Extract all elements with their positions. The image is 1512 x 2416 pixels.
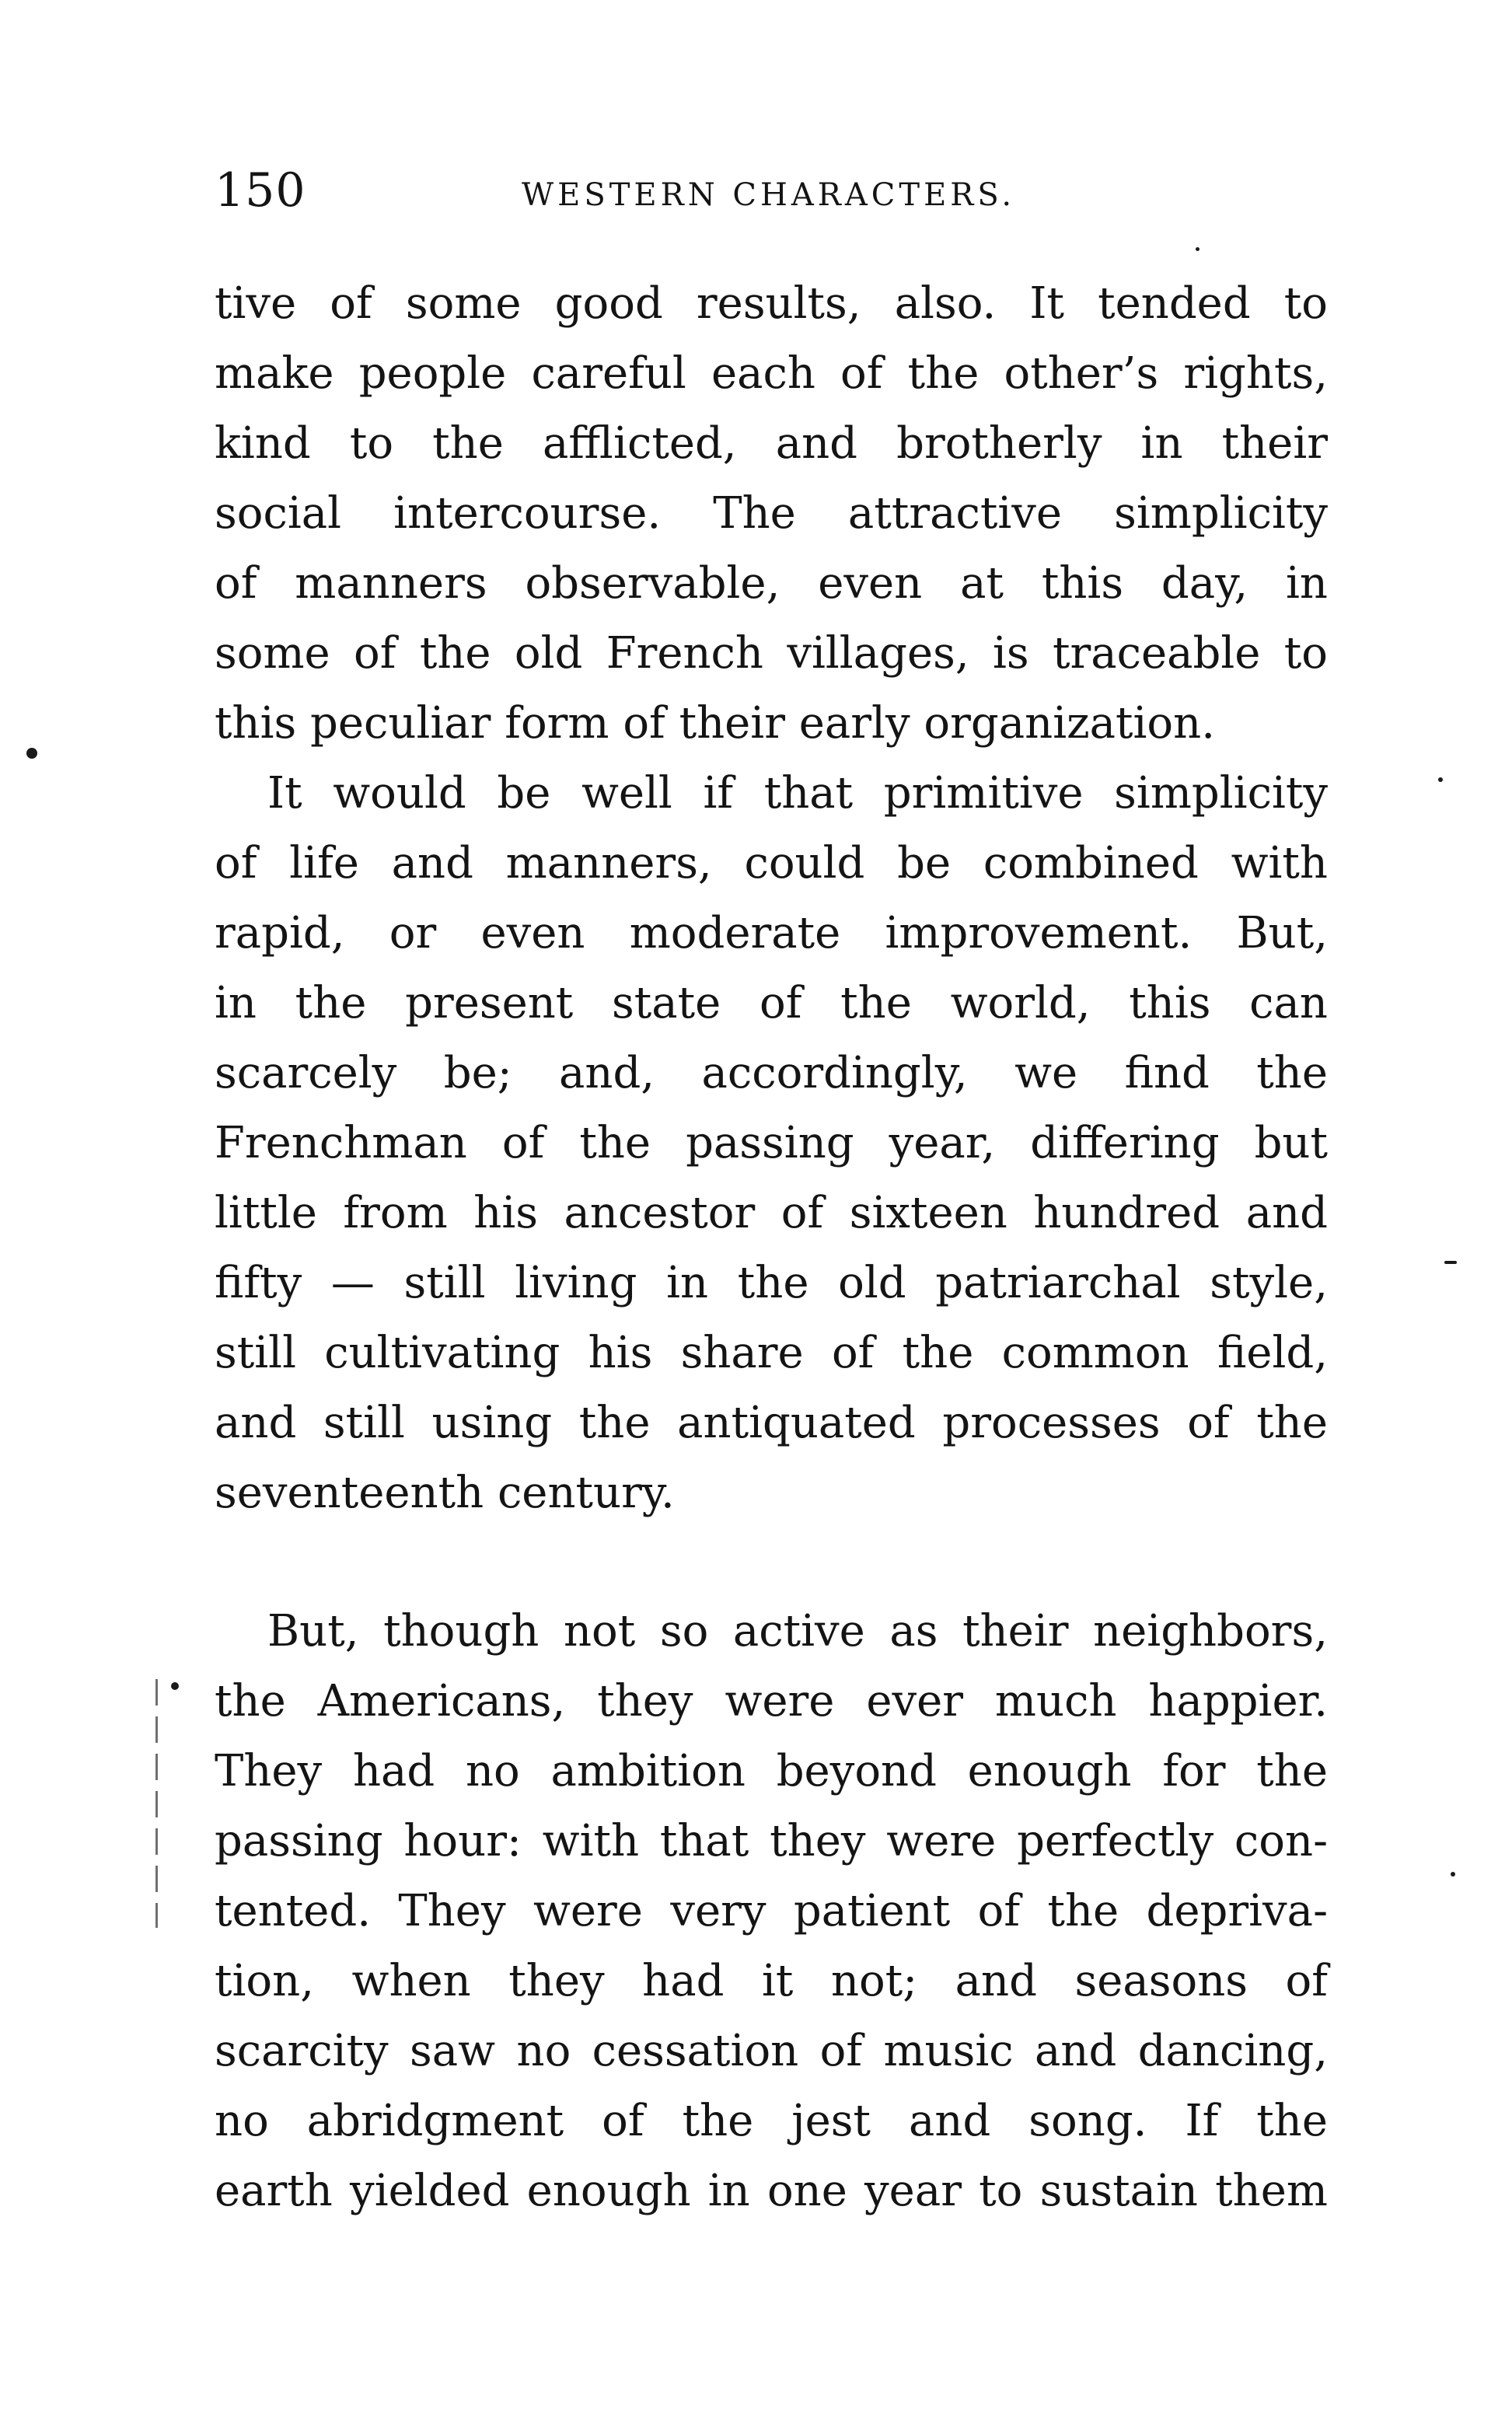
text-line: no abridgment of the jest and song. If the: [215, 2096, 1328, 2146]
text-line: fifty — still living in the old patriarchal style,: [215, 1258, 1328, 1308]
text-line: Frenchman of the passing year, differing but: [215, 1118, 1328, 1168]
text-line: of manners observable, even at this day, in: [215, 558, 1328, 609]
paragraph-2: [215, 759, 1328, 1528]
text-line: scarcely be; and, accordingly, we find the: [215, 1048, 1328, 1098]
margin-rule: [155, 1679, 158, 1928]
text-line: still cultivating his share of the common field,: [215, 1328, 1328, 1378]
text-line: some of the old French villages, is traceable to: [215, 628, 1328, 679]
text-line: tive of some good results, also. It tended to: [215, 278, 1328, 329]
text-line: tented. They were very patient of the depriva-: [215, 1886, 1328, 1936]
text-line: in the present state of the world, this can: [215, 978, 1328, 1028]
text-line: make people careful each of the other’s rights,: [215, 348, 1328, 399]
page-header: [215, 155, 1357, 225]
text-line: earth yielded enough in one year to sustain them: [215, 2166, 1328, 2216]
scan-speck: [1196, 247, 1199, 251]
text-line: seventeenth century.: [215, 1468, 675, 1518]
scan-speck: [1451, 1872, 1455, 1877]
text-line: They had no ambition beyond enough for the: [215, 1746, 1328, 1796]
text-line: and still using the antiquated processes of the: [215, 1398, 1328, 1448]
paragraph-3: [215, 1597, 1328, 2226]
scan-speck: [1444, 1261, 1457, 1264]
text-line: social intercourse. The attractive simplicity: [215, 488, 1328, 539]
text-line: the Americans, they were ever much happier.: [215, 1676, 1328, 1726]
text-line: It would be well if that primitive simplicity: [267, 768, 1328, 819]
text-line: of life and manners, could be combined with: [215, 838, 1328, 889]
paragraph-1: [215, 269, 1328, 759]
text-line: little from his ancestor of sixteen hundred and: [215, 1188, 1328, 1238]
text-line: rapid, or even moderate improvement. But,: [215, 908, 1328, 958]
running-title: WESTERN CHARACTERS.: [522, 177, 1016, 213]
text-line: tion, when they had it not; and seasons of: [215, 1956, 1328, 2006]
text-line: kind to the afflicted, and brotherly in their: [215, 418, 1328, 469]
text-line: But, though not so active as their neighbors,: [267, 1606, 1328, 1657]
text-line: passing hour: with that they were perfectly con-: [215, 1816, 1328, 1866]
scan-speck: [171, 1682, 179, 1690]
scan-speck: [26, 748, 37, 759]
scan-speck: [1438, 777, 1443, 782]
text-line: this peculiar form of their early organization.: [215, 698, 1215, 749]
page-number: 150: [215, 163, 306, 218]
text-line: scarcity saw no cessation of music and dancing,: [215, 2026, 1328, 2076]
